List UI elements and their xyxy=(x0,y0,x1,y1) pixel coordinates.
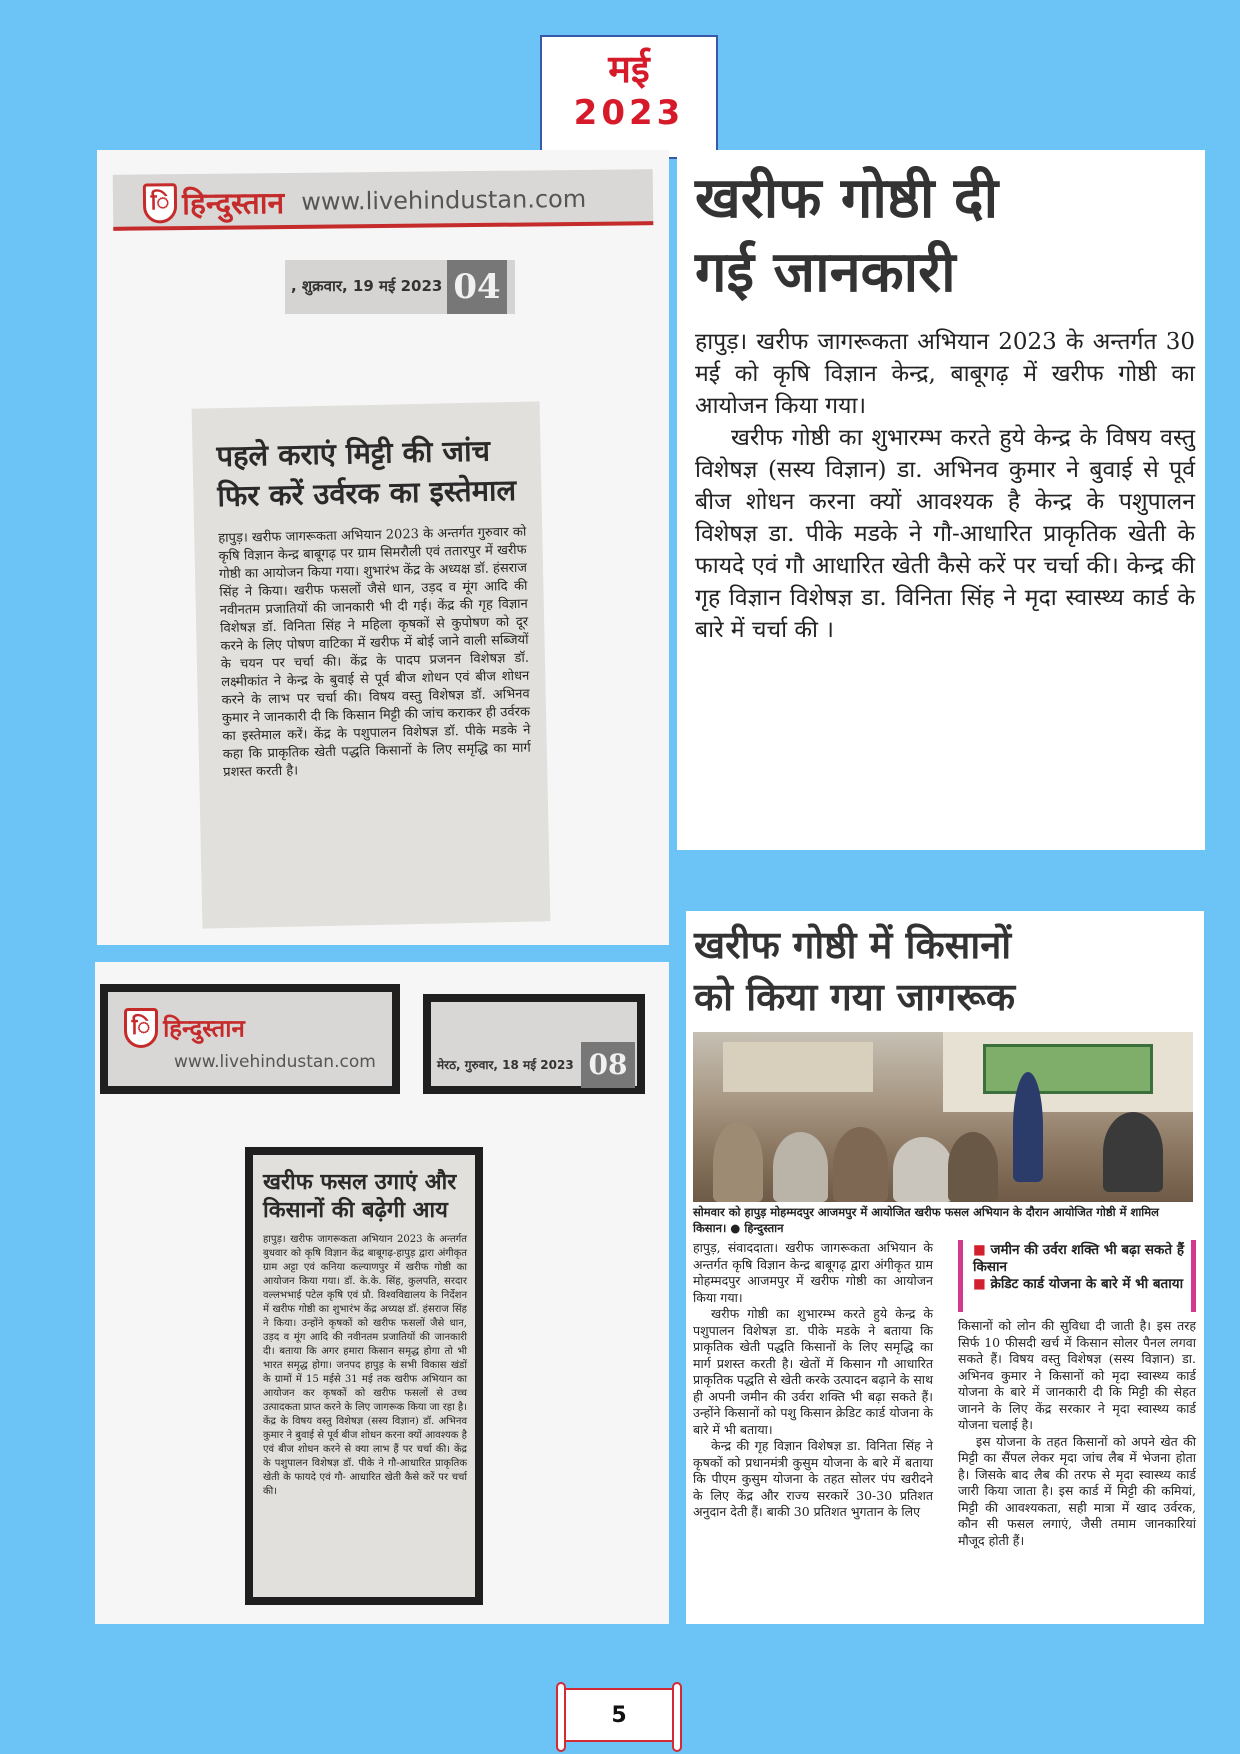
hindustan-logo-icon: ि xyxy=(143,183,177,223)
article-headline xyxy=(694,919,1196,1023)
date-frame xyxy=(423,994,645,1094)
headline-line-2: को किया गया जागरूक xyxy=(694,975,1016,1019)
brand-url: www.livehindustan.com xyxy=(174,1052,376,1072)
issue-date: मेरठ, गुरुवार, 18 मई 2023 xyxy=(437,1058,574,1072)
highlight-box xyxy=(958,1240,1196,1312)
issue-page: 08 xyxy=(581,1042,635,1088)
headline-line-1: खरीफ फसल उगाएं और xyxy=(263,1170,457,1195)
page-number: 5 xyxy=(611,1703,627,1728)
headline-line-1: खरीफ गोष्ठी में किसानों xyxy=(694,923,1012,967)
news-photo xyxy=(693,1032,1193,1202)
article-paragraph-2: खरीफ गोष्ठी का शुभारम्भ करते हुये केन्द्र के विषय वस्तु विशेषज्ञ (सस्य विज्ञान) डा. अभिनव कुमार ने बुवाई से पूर्व बीज शोधन करना क्यों आवश्यक है केन्द्र के पशुपालन विशेषज्ञ डा. पीके मडके ने गौ-आधारित प्राकृतिक खेती के फायदे एवं गौ आधारित खेती कैसे करें पर चर्चा की। केन्द्र की गृह विज्ञान विशेषज्ञ डा. विनिता सिंह ने मृदा स्वास्थ्य कार्ड के बारे में चर्चा की । xyxy=(695,425,1195,643)
news-clipping xyxy=(192,401,551,928)
headline-line-2: किसानों की बढ़ेगी आय xyxy=(263,1198,448,1223)
article-kharif-goshthi-jankari xyxy=(677,150,1205,850)
month-label: मई xyxy=(608,47,650,91)
clipping-headline xyxy=(216,430,526,516)
year-label: 2023 xyxy=(573,93,685,133)
highlight-item xyxy=(973,1242,1185,1276)
clipping-body: हापुड़। खरीफ जागरूकता अभियान 2023 के अन्तर्गत बुधवार को कृषि विज्ञान केंद्र बाबूगढ़-हापुड़ द्वारा अंगीकृत ग्राम अट्टा एवं कनिया कल्याणपुर में खरीफ गोष्ठी का आयोजन किया गया। डॉ. के.के. सिंह, कुलपति, सरदार वल्लभभाई पटेल कृषि एवं प्रौ. विश्वविद्यालय के निर्देशन में खरीफ गोष्ठी का शुभारंभ केंद्र अध्यक्ष डॉ. हंसराज सिंह ने किया। उन्होंने कृषकों को खरीफ फसलों जैसे धान, उड़द व मूंग आदि की नवीनतम प्रजातियों की जानकारी दी। बताया कि अगर हमारा किसान समृद्ध होगा तो भी भारत समृद्ध होगा। जनपद हापुड़ के सभी विकास खंडों के ग्रामों में 15 मईसे 31 मई तक खरीफ अभियान का आयोजन कर कृषकों को खरीफ फसलों से उच्च उत्पादकता प्राप्त करने के लिए जागरूक किया जा रहा है। केंद्र के विषय वस्तु विशेषज्ञ (सस्य विज्ञान) डॉ. अभिनव कुमार ने बुवाई से पूर्व बीज शोधन करना क्यों आवश्यक है एवं बीज शोधन करने से क्या लाभ हैं पर चर्चा की। केंद्र के पशुपालन विशेषज्ञ डॉ. पीके ने गौ-आधारित प्राकृतिक खेती के फायदे एवं गौ- आधारित खेती कैसे करें पर चर्चा की। xyxy=(263,1234,467,1497)
photo-caption: सोमवार को हापुड़ मोहम्मदपुर आजमपुर में आयोजित खरीफ फसल अभियान के दौरान आयोजित गोष्ठी में शामिल किसान। ● हिन्दुस्तान xyxy=(693,1205,1159,1235)
issue-date: , शुक्रवार, 19 मई 2023 xyxy=(291,277,443,295)
brand-url: www.livehindustan.com xyxy=(301,184,587,216)
article-column-2 xyxy=(958,1318,1196,1620)
brand-name: हिन्दुस्तान xyxy=(181,186,285,223)
brand-name: हिन्दुस्तान xyxy=(163,1014,245,1043)
page-number-scroll xyxy=(560,1688,678,1742)
highlight-item xyxy=(973,1276,1185,1293)
highlight-text: क्रेडिट कार्ड योजना के बारे में भी बताया xyxy=(990,1276,1184,1292)
news-clipping xyxy=(245,1147,483,1605)
page-number-box xyxy=(447,260,507,314)
highlight-text: जमीन की उर्वरा शक्ति भी बढ़ा सकते हैं किसान xyxy=(973,1242,1184,1275)
masthead-frame xyxy=(100,984,400,1094)
article-paragraph-1: हापुड़। खरीफ जागरूकता अभियान 2023 के अन्तर्गत 30 मई को कृषि विज्ञान केन्द्र, बाबूगढ़ में खरीफ गोष्ठी का आयोजन किया गया। xyxy=(695,329,1195,419)
article-paragraph: इस योजना के तहत किसानों को अपने खेत की मिट्टी का सैंपल लेकर मृदा जांच लैब में भेजना होता है। जिसके बाद लैब की तरफ से मृदा स्वास्थ्य कार्ड जारी किया जाता है। इस कार्ड में मिट्टी की कमियां, मिट्टी की आवश्यकता, सही मात्रा में खाद उर्वरक, कौन सी फसल लगाएं, जैसी तमाम जानकारियां मौजूद होती हैं। xyxy=(958,1433,1196,1548)
clipping-headline xyxy=(263,1169,467,1225)
clipping-body: हापुड़। खरीफ जागरूकता अभियान 2023 के अन्तर्गत गुरुवार को कृषि विज्ञान केन्द्र बाबूगढ़ पर ग्राम सिमरौली एवं ततारपुर में खरीफ गोष्ठी का आयोजन किया गया। शुभारंभ केंद्र के अध्यक्ष डॉ. हंसराज सिंह ने किया। खरीफ फसलों जैसे धान, उड़द व मूंग आदि की नवीनतम प्रजातियों की जानकारी भी दी गई। केंद्र की गृह विज्ञान विशेषज्ञ डॉ. विनिता सिंह ने महिला कृषकों से कुपोषण को दूर करने के लिए पोषण वाटिका में खरीफ में बोई जाने वाली सब्जियों के चयन पर चर्चा की। केंद्र के पादप प्रजनन विशेषज्ञ डॉ. लक्ष्मीकांत ने केन्द्र के बुवाई से पूर्व बीज शोधन एवं बीज शोधन करने के लाभ पर चर्चा की। विषय वस्तु विशेषज्ञ डॉ. अभिनव कुमार ने जानकारी दी कि किसान मिट्टी की जांच कराकर ही उर्वरक का इस्तेमाल करें। केंद्र के पशुपालन विशेषज्ञ डॉ. पीके मडके ने कहा कि प्राकृतिक खेती पद्धति किसानों के लिए समृद्धि का मार्ग प्रशस्त करती है। xyxy=(218,524,531,781)
article-paragraph: खरीफ गोष्ठी का शुभारम्भ करते हुये केन्द्र के पशुपालन विशेषज्ञ डा. पीके मडके ने बताया कि प्राकृतिक खेती पद्धति किसानों के लिए समृद्धि का मार्ग प्रशस्त करती है। खेतों में किसान गौ आधारित प्राकृतिक पद्धति से खेती करके उत्पादन बढ़ाने के साथ ही अपनी जमीन की उर्वरा शक्ति भी बढ़ा सकते हैं। उन्होंने किसानों को पशु किसान क्रेडिट कार्ड योजना के बारे में भी बताया। xyxy=(693,1306,933,1437)
clipping-sheet-bottom-left xyxy=(95,962,669,1624)
bullet-icon: ■ xyxy=(973,1242,991,1258)
article-body xyxy=(695,326,1195,646)
issue-page: 04 xyxy=(453,267,501,307)
article-headline xyxy=(695,162,1195,310)
headline-line-1: खरीफ गोष्ठी दी xyxy=(695,166,999,231)
article-paragraph: किसानों को लोन की सुविधा दी जाती है। इस तरह सिर्फ 10 फीसदी खर्च में किसान सोलर पैनल लगवा सकते हैं। विषय वस्तु विशेषज्ञ (सस्य विज्ञान) डा. अभिनव कुमार ने किसानों को मृदा स्वास्थ्य कार्ड योजना के बारे में जानकारी दी कि मिट्टी की सेहत जानने के लिए केंद्र सरकार ने मृदा स्वास्थ्य कार्ड योजना चलाई है। xyxy=(958,1318,1196,1432)
bullet-icon: ■ xyxy=(973,1276,991,1292)
article-paragraph: हापुड़, संवाददाता। खरीफ जागरूकता अभियान के अन्तर्गत कृषि विज्ञान केन्द्र बाबूगढ़ द्वारा अंगीकृत ग्राम मोहम्मदपुर आजमपुर में खरीफ गोष्ठी का आयोजन किया गया। xyxy=(693,1240,933,1305)
month-year-box xyxy=(540,35,718,159)
clipping-sheet-top-left xyxy=(97,150,669,945)
headline-line-2: फिर करें उर्वरक का इस्तेमाल xyxy=(217,472,517,514)
article-column-1 xyxy=(693,1240,933,1620)
article-paragraph: केन्द्र की गृह विज्ञान विशेषज्ञ डा. विनिता सिंह ने कृषकों को प्रधानमंत्री कुसुम योजना के बारे में बताया कि पीएम कुसुम योजना के तहत सोलर पंप खरीदने के लिए केंद्र और राज्य सरकारें 30-30 प्रतिशत अनुदान देती हैं। बाकी 30 प्रतिशत भुगतान के लिए xyxy=(693,1438,933,1519)
headline-line-2: गई जानकारी xyxy=(695,240,956,305)
masthead xyxy=(113,169,654,231)
hindustan-logo-icon: ि xyxy=(124,1008,158,1048)
headline-line-1: पहले कराएं मिट्टी की जांच xyxy=(216,433,491,474)
